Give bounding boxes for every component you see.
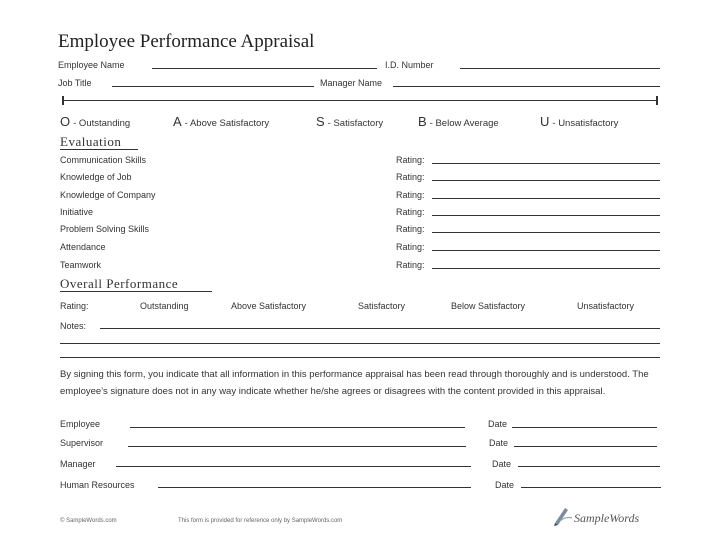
scale-code: O — [60, 114, 71, 129]
evaluation-item: Knowledge of Job — [60, 172, 132, 182]
rating-field[interactable] — [432, 180, 660, 181]
notes-line-2[interactable] — [60, 343, 660, 344]
overall-heading-underline — [60, 291, 212, 292]
overall-option-satisfactory[interactable]: Satisfactory — [358, 301, 406, 311]
job-title-label: Job Title — [58, 78, 92, 88]
employee-name-field[interactable] — [152, 68, 377, 69]
signature-field-hr[interactable] — [158, 487, 471, 488]
scale-code: A — [173, 114, 182, 129]
logo-icon — [552, 504, 574, 526]
rating-field[interactable] — [432, 250, 660, 251]
id-number-field[interactable] — [460, 68, 660, 69]
signature-field-supervisor[interactable] — [128, 446, 466, 447]
evaluation-item: Initiative — [60, 207, 94, 217]
footer-copyright: © SampleWords.com — [60, 518, 117, 524]
header-divider — [64, 100, 656, 101]
scale-unsatisfactory — [540, 114, 618, 129]
divider-left-mark — [62, 96, 64, 105]
overall-rating-label: Rating: — [60, 301, 89, 311]
signature-label-employee: Employee — [60, 419, 101, 429]
overall-option-unsatisfactory[interactable]: Unsatisfactory — [577, 301, 635, 311]
signature-field-employee[interactable] — [130, 427, 465, 428]
rating-label: Rating: — [396, 172, 425, 182]
footer-note: This form is provided for reference only by SampleWords.com — [178, 518, 343, 524]
rating-field[interactable] — [432, 232, 660, 233]
rating-field[interactable] — [432, 163, 660, 164]
rating-field[interactable] — [432, 198, 660, 199]
disclaimer-text: By signing this form, you indicate that all information in this performance appraisal has been read through thoroughly and is understood. The employee's signature does not in any way indicate whether he/she agrees or disagrees with the content provided in this appraisal. — [60, 369, 649, 397]
scale-above-satisfactory — [173, 114, 269, 129]
date-field-employee[interactable] — [512, 427, 657, 428]
scale-below-average — [418, 114, 499, 129]
rating-label: Rating: — [396, 155, 425, 165]
date-field-hr[interactable] — [521, 487, 661, 488]
overall-option-above-satisfactory[interactable]: Above Satisfactory — [231, 301, 307, 311]
rating-field[interactable] — [432, 268, 660, 269]
scale-label: - Unsatisfactory — [552, 118, 619, 129]
scale-label: - Satisfactory — [327, 118, 384, 129]
signature-label-supervisor: Supervisor — [60, 438, 104, 448]
rating-label: Rating: — [396, 207, 425, 217]
scale-outstanding — [60, 114, 130, 129]
rating-field[interactable] — [432, 215, 660, 216]
overall-option-below-satisfactory[interactable]: Below Satisfactory — [451, 301, 526, 311]
evaluation-item: Communication Skills — [60, 155, 147, 165]
page-title: Employee Performance Appraisal — [58, 31, 315, 52]
date-label: Date — [492, 459, 512, 469]
manager-name-field[interactable] — [393, 86, 660, 87]
signature-field-manager[interactable] — [116, 466, 471, 467]
scale-label: - Outstanding — [73, 118, 131, 129]
scale-label: - Below Average — [429, 118, 499, 129]
date-field-supervisor[interactable] — [514, 446, 657, 447]
divider-right-mark — [656, 96, 658, 105]
rating-label: Rating: — [396, 190, 425, 200]
notes-label: Notes: — [60, 321, 87, 331]
scale-code: S — [316, 114, 325, 129]
rating-label: Rating: — [396, 224, 425, 234]
evaluation-item: Attendance — [60, 242, 106, 252]
evaluation-item: Problem Solving Skills — [60, 224, 150, 234]
overall-heading: Overall Performance — [60, 276, 179, 291]
overall-option-outstanding[interactable]: Outstanding — [140, 301, 189, 311]
job-title-field[interactable] — [112, 86, 314, 87]
id-number-label: I.D. Number — [385, 60, 434, 70]
notes-line-1[interactable] — [100, 328, 660, 329]
date-label: Date — [495, 480, 515, 490]
scale-label: - Above Satisfactory — [184, 118, 270, 129]
date-label: Date — [488, 419, 508, 429]
evaluation-heading-underline — [60, 149, 138, 150]
manager-name-label: Manager Name — [320, 78, 383, 88]
evaluation-heading: Evaluation — [60, 134, 122, 149]
signature-label-manager: Manager — [60, 459, 96, 469]
evaluation-item: Teamwork — [60, 260, 102, 270]
notes-line-3[interactable] — [60, 357, 660, 358]
signature-label-hr: Human Resources — [60, 480, 135, 490]
scale-satisfactory — [316, 114, 383, 129]
samplewords-logo — [552, 502, 652, 528]
date-field-manager[interactable] — [518, 466, 660, 467]
employee-name-label: Employee Name — [58, 60, 125, 70]
date-label: Date — [489, 438, 509, 448]
scale-code: B — [418, 114, 427, 129]
rating-label: Rating: — [396, 242, 425, 252]
logo-text: SampleWords — [574, 511, 640, 525]
evaluation-item: Knowledge of Company — [60, 190, 156, 200]
scale-code: U — [540, 114, 550, 129]
rating-label: Rating: — [396, 260, 425, 270]
